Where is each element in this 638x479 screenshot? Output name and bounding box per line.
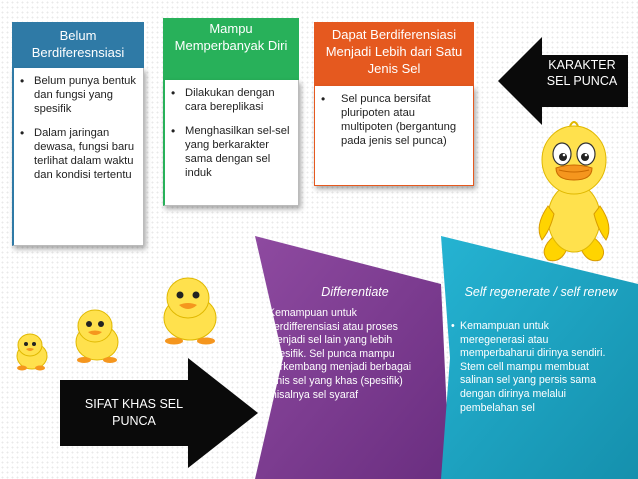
box-dapat-list [321,92,469,148]
duck-chick-medium-icon [66,304,128,364]
arrow-sifat-khas-sel-punca [60,358,258,468]
box-dapat-title: Dapat Berdiferensiasi Menjadi Lebih dari Satu Jenis Sel [325,27,463,76]
chevron-self-renew [441,236,638,479]
box-belum-item-1: • Belum punya bentuk dan fungsi yang spesifik [20,74,139,116]
arrow-karakter-sel-punca [498,37,628,125]
duck-chick-small-icon [10,330,54,372]
box-mampu-body [163,80,299,206]
box-mampu-title: Mampu Memperbanyak Diri [174,21,288,53]
box-dapat-body [314,86,474,186]
chevron-differentiate [255,236,450,479]
box-dapat-item-1: • Sel punca bersifat pluripoten atau multipoten (bergantung pada jenis sel punca) [321,92,469,148]
chevron-self-renew-text: Kemampuan untuk meregenerasi atau memperbaharui dirinya sendiri. Stem cell mampu membuat salinan sel yang persis sama dengan dirinya melalui pembelahan sel [460,320,606,414]
box-belum-header [12,22,144,68]
chevron-differentiate-title: Differentiate [321,285,389,299]
chevron-differentiate-text-block: • Kemampuan untuk berdifferensiasi atau proses menjadi sel lain yang lebih spesifik. Sel punca mampu berkembang menjadi berbagai jenis sel yang khas (spesifik) misalnya sel syaraf [259,307,412,401]
arrow-sifat-label: SIFAT KHAS SEL PUNCA [84,397,184,428]
box-mampu-list [171,86,294,180]
arrow-karakter-label: KARAKTER SEL PUNCA [546,58,618,88]
chevron-differentiate-text: Kemampuan untuk berdifferensiasi atau proses menjadi sel lain yang lebih spesifik. Sel punca mampu berkembang menjadi berbagai jenis sel yang khas (spesifik) misalnya sel syaraf [268,307,412,401]
box-dapat-header [314,22,474,86]
box-mampu-item-2: • Menghasilkan sel-sel yang berkarakter sama dengan sel induk [171,124,294,180]
box-belum-body [12,68,144,246]
box-mampu-header [163,18,299,80]
chevron-self-renew-text-block: • Kemampuan untuk meregenerasi atau memperbaharui dirinya sendiri. Stem cell mampu membuat salinan sel yang persis sama dengan dirinya melalui pembelahan sel [451,320,606,414]
duck-chick-large-icon [152,270,228,346]
box-belum-title: Belum Berdiferesnsiasi [31,28,125,60]
chevron-self-renew-title: Self regenerate / self renew [464,285,618,299]
box-belum-item-2: • Dalam jaringan dewasa, fungsi baru terlihat dalam waktu dan kondisi tertentu [20,126,139,182]
box-mampu-item-1: • Dilakukan dengan cara bereplikasi [171,86,294,114]
box-belum-list [20,74,139,182]
